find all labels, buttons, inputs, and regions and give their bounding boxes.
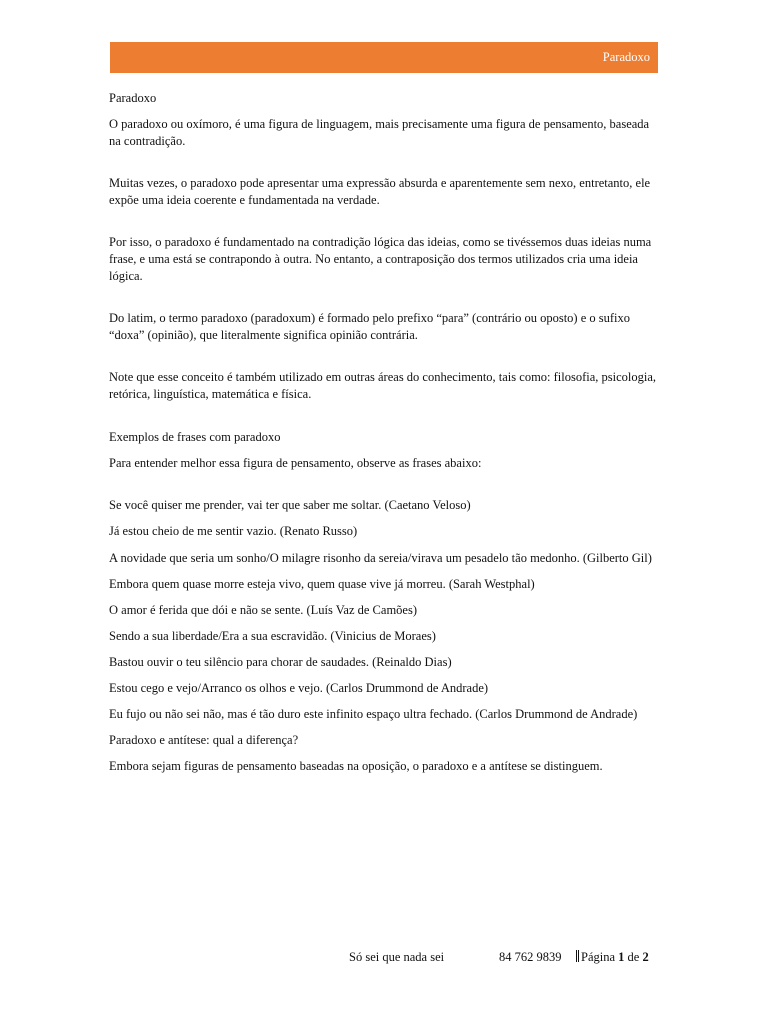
example-item: A novidade que seria um sonho/O milagre risonho da sereia/virava um pesadelo tão medonho. (Gilberto Gil) [109,550,652,565]
section-heading: Paradoxo e antítese: qual a diferença? [109,733,299,748]
paragraph-4: Do latim, o termo paradoxo (paradoxum) é formado pelo prefixo “para” (contrário ou oposto) e o sufixo “doxa” (opinião), que literalmente significa opinião contrária. [109,311,631,342]
paragraph-2: Muitas vezes, o paradoxo pode apresentar uma expressão absurda e aparentemente sem nexo, entretanto, ele expõe uma ideia coerente e fundamentada na verdade. [109,176,651,207]
footer-phone: 84 762 9839 [499,950,562,964]
page-footer [0,948,768,966]
document-heading: Paradoxo [109,91,157,105]
section-paragraph: Embora sejam figuras de pensamento baseadas na oposição, o paradoxo e a antítese se distinguem. [109,759,603,774]
page-number [576,948,649,966]
page-total: 2 [642,950,649,964]
example-item: Estou cego e vejo/Arranco os olhos e vejo. (Carlos Drummond de Andrade) [109,680,489,695]
page-label: Página [581,950,616,964]
example-item: Eu fujo ou não sei não, mas é tão duro este infinito espaço ultra fechado. (Carlos Drummond de Andrade) [109,707,638,722]
separator-bar [578,950,579,962]
footer-text: Só sei que nada sei [349,950,445,964]
example-item: Já estou cheio de me sentir vazio. (Renato Russo) [109,524,358,539]
example-item: Se você quiser me prender, vai ter que saber me soltar. (Caetano Veloso) [109,498,471,513]
paragraph-5: Note que esse conceito é também utilizado em outras áreas do conhecimento, tais como: filosofia, psicologia, retórica, linguística, matemática e física. [109,370,657,402]
page-of: de [627,950,640,964]
paragraph-1: O paradoxo ou oxímoro, é uma figura de linguagem, mais precisamente uma figura de pensamento, baseada na contradição. [109,117,650,148]
example-item: Bastou ouvir o teu silêncio para chorar de saudades. (Reinaldo Dias) [109,654,452,669]
example-item: Sendo a sua liberdade/Era a sua escravidão. (Vinicius de Moraes) [109,628,436,643]
example-item: O amor é ferida que dói e não se sente. (Luís Vaz de Camões) [109,602,417,617]
examples-heading: Exemplos de frases com paradoxo [109,429,281,444]
paragraph-3: Por isso, o paradoxo é fundamentado na contradição lógica das ideias, como se tivéssemos duas ideias numa frase, e uma está se contrapondo à outra. No entanto, a contraposição dos termos utilizados cria uma ideia lógica. [109,235,652,283]
example-item: Embora quem quase morre esteja vivo, quem quase vive já morreu. (Sarah Westphal) [109,576,535,591]
header-bar [110,42,658,73]
examples-intro: Para entender melhor essa figura de pensamento, observe as frases abaixo: [109,455,482,470]
page-current: 1 [618,950,625,964]
header-title: Paradoxo [602,50,650,64]
document-body [109,90,659,784]
separator-bar [576,950,577,962]
